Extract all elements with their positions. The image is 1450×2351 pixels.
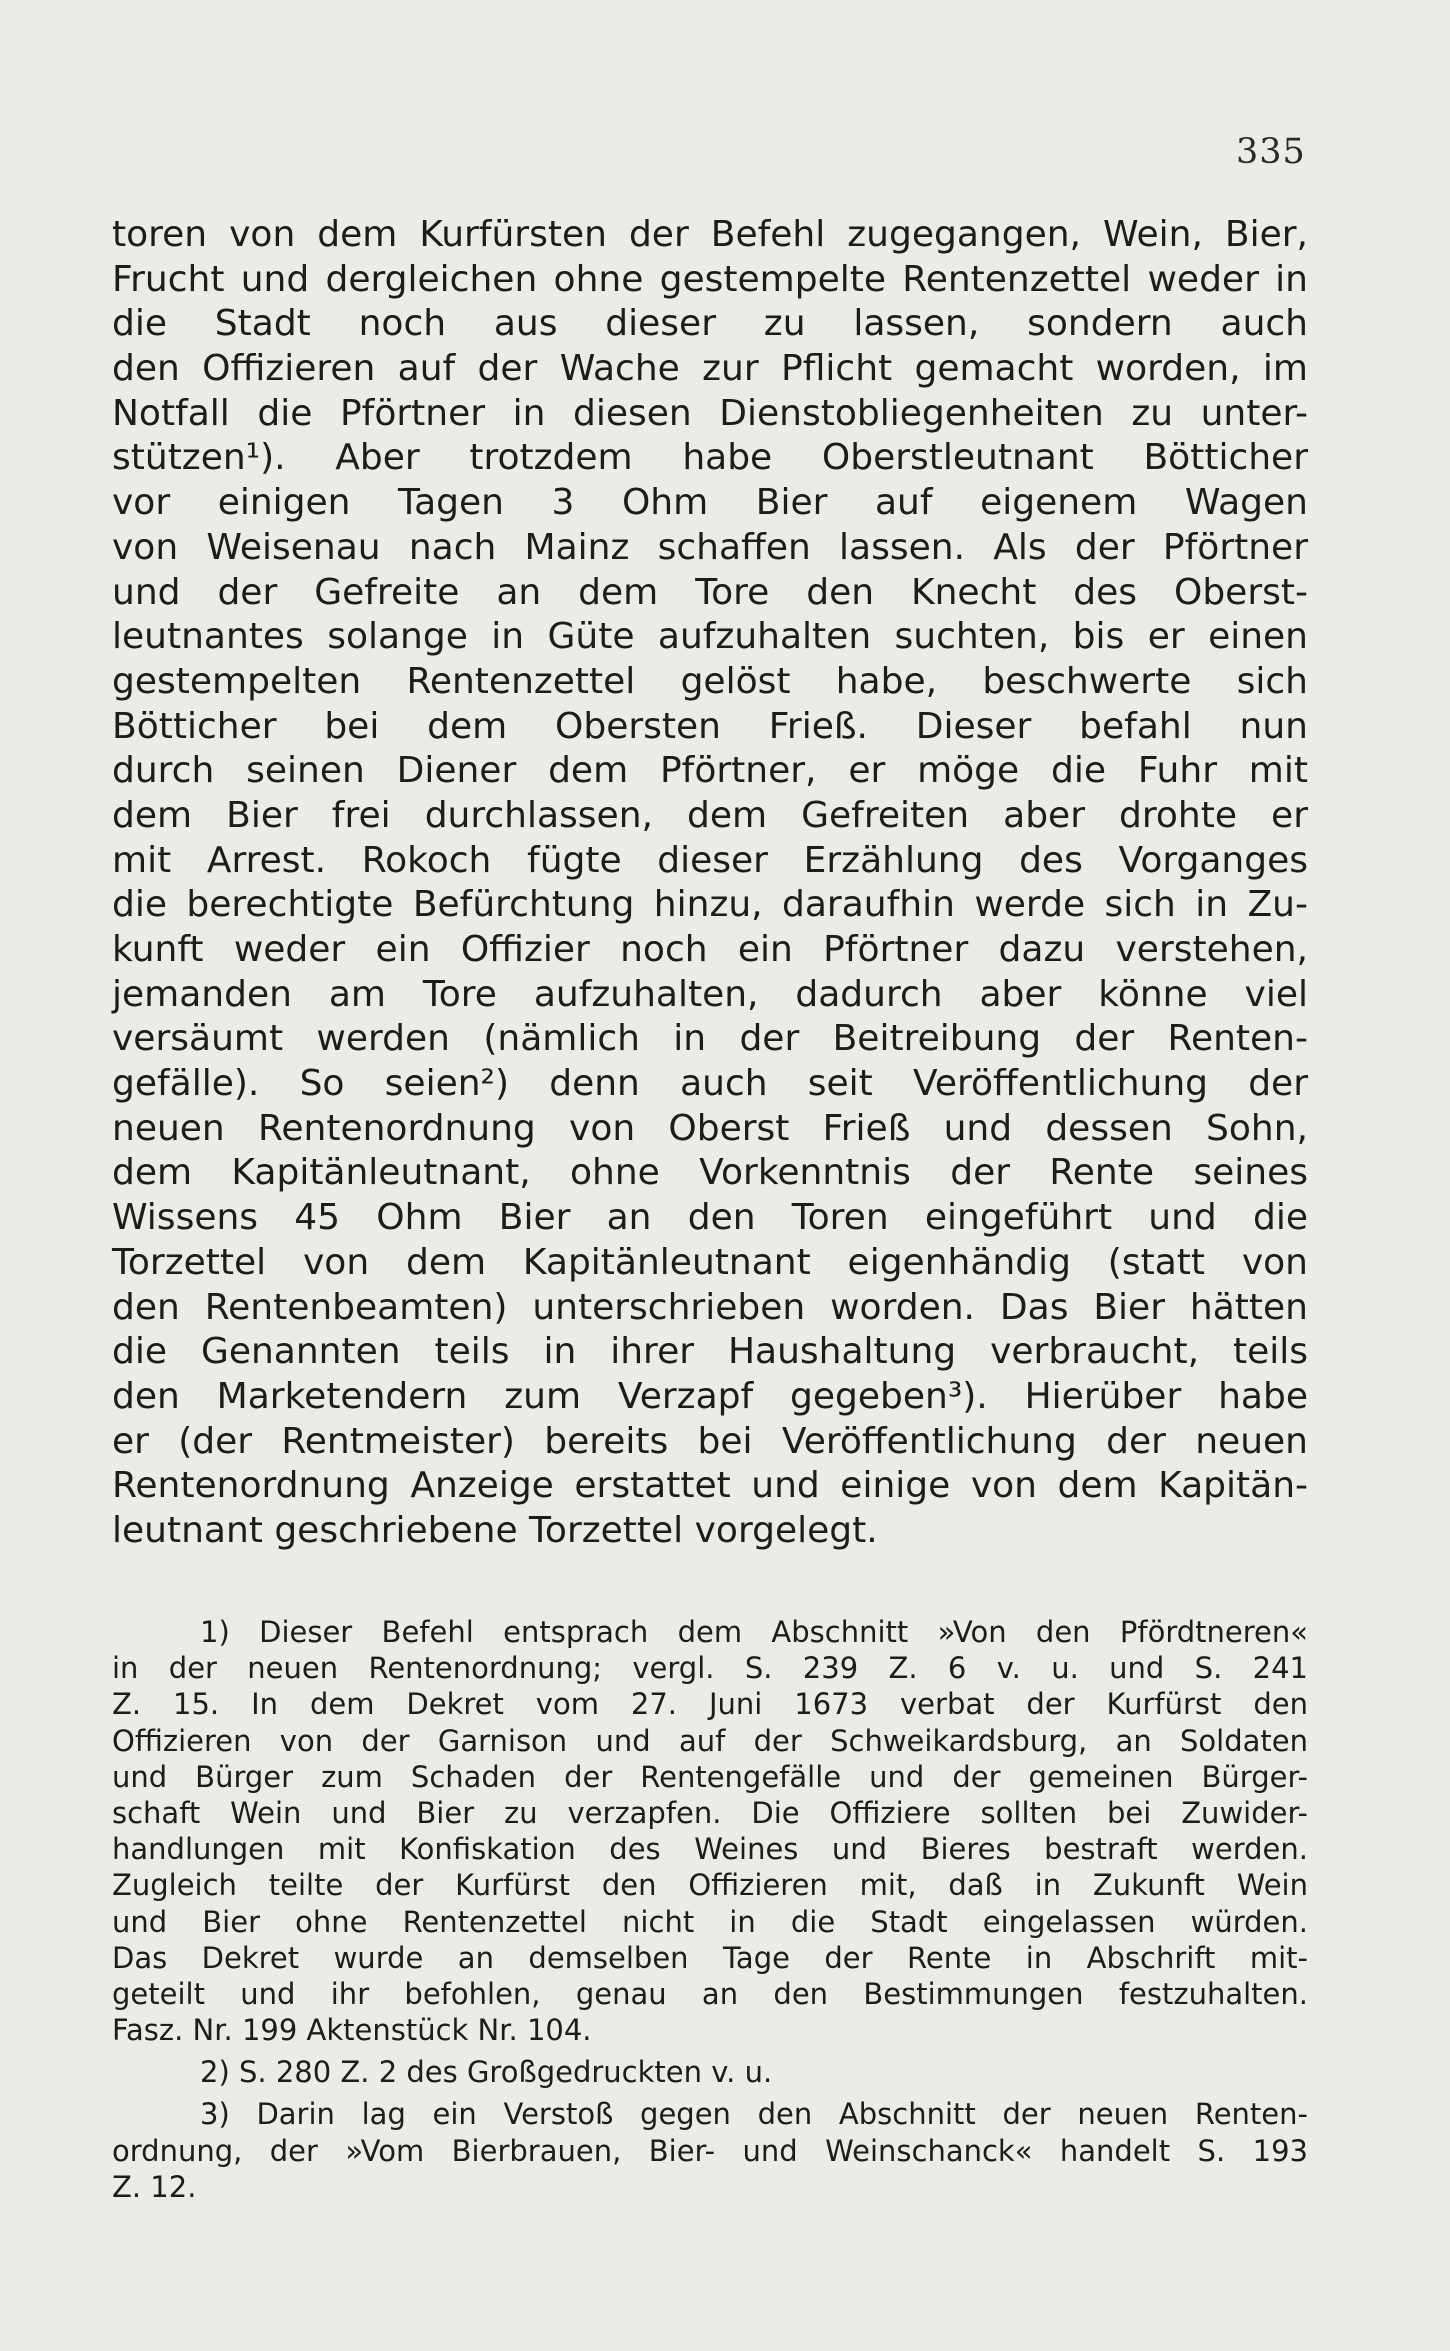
footnote-line: Zugleich teilte der Kurfürst den Offizieren mit, daß in Zukunft Wein xyxy=(112,1868,1308,1903)
footnote-line: und Bürger zum Schaden der Rentengefälle und der gemeinen Bürger- xyxy=(112,1759,1308,1794)
text-line: Wissens 45 Ohm Bier an den Toren eingeführt und die xyxy=(112,1197,1308,1239)
text-line: vor einigen Tagen 3 Ohm Bier auf eigenem Wagen xyxy=(112,482,1308,524)
text-line: von Weisenau nach Mainz schaffen lassen. Als der Pförtner xyxy=(112,526,1308,568)
footnote-line: 1) Dieser Befehl entsprach dem Abschnitt »Von den Pfördtneren« xyxy=(200,1615,1308,1649)
text-line: gefälle). So seien²) denn auch seit Veröffentlichung der xyxy=(112,1063,1308,1105)
text-line: die Stadt noch aus dieser zu lassen, sondern auch xyxy=(112,303,1308,345)
text-line: die berechtigte Befürchtung hinzu, daraufhin werde sich in Zu- xyxy=(112,884,1308,926)
text-line: mit Arrest. Rokoch fügte dieser Erzählung des Vorganges xyxy=(112,839,1308,881)
footnote-2 xyxy=(112,2054,1308,2090)
text-line: gestempelten Rentenzettel gelöst habe, beschwerte sich xyxy=(112,660,1308,702)
text-line: leutnant geschriebene Torzettel vorgelegt. xyxy=(112,1509,878,1551)
footnote-line: 2) S. 280 Z. 2 des Großgedruckten v. u. xyxy=(200,2055,773,2090)
text-line: stützen¹). Aber trotzdem habe Oberstleutnant Bötticher xyxy=(112,437,1308,479)
footnote-line: Das Dekret wurde an demselben Tage der Rente in Abschrift mit- xyxy=(112,1940,1308,1975)
text-line: dem Bier frei durchlassen, dem Gefreiten aber drohte er xyxy=(112,794,1308,836)
text-line: den Marketendern zum Verzapf gegeben³). Hierüber habe xyxy=(112,1375,1308,1417)
footnote-line: ordnung, der »Vom Bierbrauen, Bier- und Weinschanck« handelt S. 193 xyxy=(112,2133,1308,2168)
footnote-line: 3) Darin lag ein Verstoß gegen den Abschnitt der neuen Renten- xyxy=(200,2097,1308,2132)
text-line: Bötticher bei dem Obersten Frieß. Dieser befahl nun xyxy=(112,705,1308,747)
text-line: neuen Rentenordnung von Oberst Frieß und dessen Sohn, xyxy=(112,1107,1308,1149)
footnote-line: in der neuen Rentenordnung; vergl. S. 239 Z. 6 v. u. und S. 241 xyxy=(112,1651,1308,1686)
footnote-line: handlungen mit Konfiskation des Weines und Bieres bestraft werden. xyxy=(112,1832,1308,1867)
text-line: er (der Rentmeister) bereits bei Veröffentlichung der neuen xyxy=(112,1420,1308,1462)
text-line: versäumt werden (nämlich in der Beitreibung der Renten- xyxy=(112,1018,1308,1060)
text-line: und der Gefreite an dem Tore den Knecht des Oberst- xyxy=(112,571,1308,613)
text-line: die Genannten teils in ihrer Haushaltung verbraucht, teils xyxy=(112,1331,1308,1373)
footnote-line: und Bier ohne Rentenzettel nicht in die Stadt eingelassen würden. xyxy=(112,1904,1308,1939)
text-line: Torzettel von dem Kapitänleutnant eigenhändig (statt von xyxy=(112,1241,1308,1283)
footnote-line: Z. 15. In dem Dekret vom 27. Juni 1673 verbat der Kurfürst den xyxy=(112,1687,1308,1722)
text-line: Rentenordnung Anzeige erstattet und einige von dem Kapitän- xyxy=(112,1465,1308,1507)
footnote-line: geteilt und ihr befohlen, genau an den Bestimmungen festzuhalten. xyxy=(112,1976,1308,2011)
text-line: durch seinen Diener dem Pförtner, er möge die Fuhr mit xyxy=(112,750,1308,792)
footnote-1 xyxy=(112,1614,1308,2048)
text-line: Frucht und dergleichen ohne gestempelte Rentenzettel weder in xyxy=(112,258,1308,300)
text-line: jemanden am Tore aufzuhalten, dadurch aber könne viel xyxy=(112,973,1308,1015)
footnote-line: Fasz. Nr. 199 Aktenstück Nr. 104. xyxy=(112,2013,592,2048)
text-line: dem Kapitänleutnant, ohne Vorkenntnis der Rente seines xyxy=(112,1152,1308,1194)
footnote-line: schaft Wein und Bier zu verzapfen. Die Offiziere sollten bei Zuwider- xyxy=(112,1795,1308,1830)
footnote-line: Z. 12. xyxy=(112,2169,197,2204)
text-line: toren von dem Kurfürsten der Befehl zugegangen, Wein, Bier, xyxy=(112,214,1308,255)
text-line: Notfall die Pförtner in diesen Dienstobliegenheiten zu unter- xyxy=(112,392,1308,434)
text-line: kunft weder ein Offizier noch ein Pförtner dazu verstehen, xyxy=(112,929,1308,970)
footnotes xyxy=(112,1614,1308,2205)
text-line: leutnantes solange in Güte aufzuhalten suchten, bis er einen xyxy=(112,616,1308,658)
footnote-line: Offizieren von der Garnison und auf der Schweikardsburg, an Soldaten xyxy=(112,1723,1308,1758)
text-line: den Rentenbeamten) unterschrieben worden. Das Bier hätten xyxy=(112,1286,1308,1328)
text-line: den Offizieren auf der Wache zur Pflicht gemacht worden, im xyxy=(112,348,1308,390)
page-number: 335 xyxy=(1236,132,1306,172)
main-paragraph xyxy=(112,213,1308,1554)
footnote-3 xyxy=(112,2096,1308,2205)
